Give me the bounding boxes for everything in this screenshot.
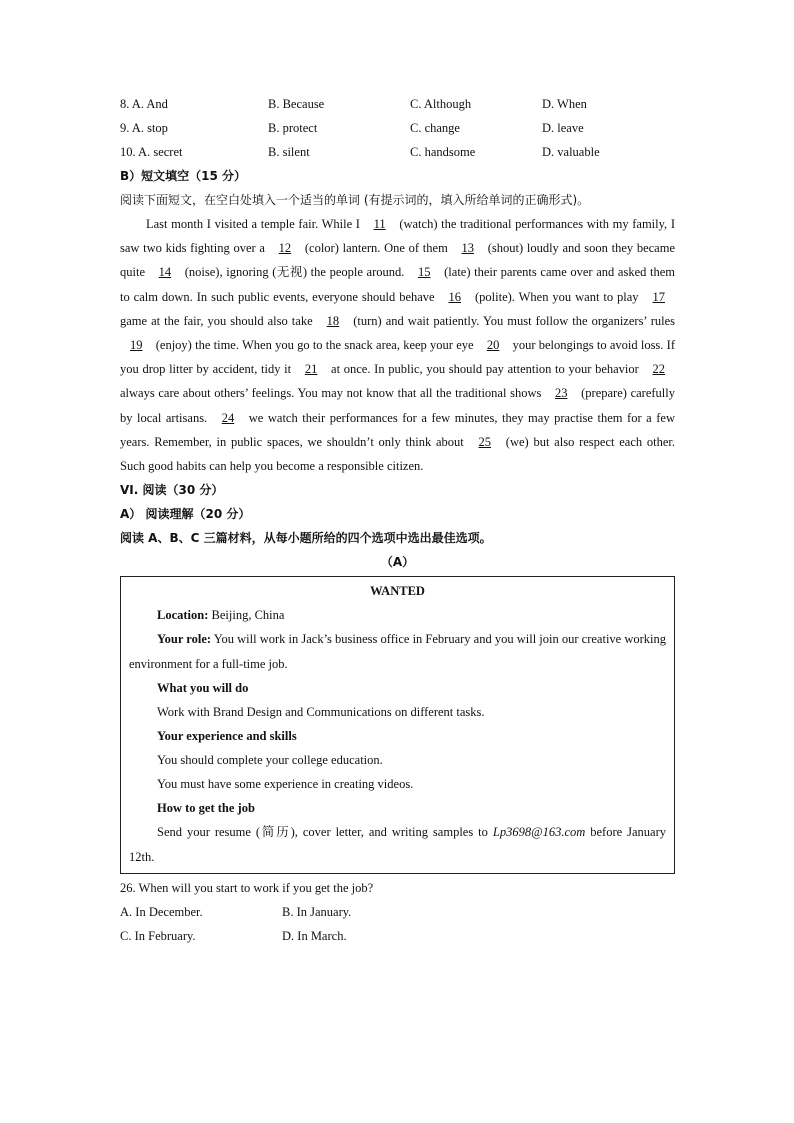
question-26-option-c: C. In February. <box>120 928 196 943</box>
question-26-options-row2 <box>120 924 675 948</box>
blank-12: 12 <box>278 241 292 256</box>
blank-14: 14 <box>158 265 172 280</box>
cloze-passage: Last month I visited a temple fair. While I 11 (watch) the traditional performances with my family, I saw two kids fighting over a 12 (color) lantern. One of them 13 (shout) loudly and soon they became quite 14 (noise), ignoring (无视) the people around. 15 (late) their parents came over and asked them to calm down. In such public events, everyone should behave 16 (polite). When you want to play 17 game at the fair, you should also take 18 (turn) and wait patiently. You must follow the organizers’ rules 19 (enjoy) the time. When you go to the snack area, keep your eye 20 your belongings to avoid loss. If you drop litter by accident, tidy it 21 at once. In public, you should pay attention to your behavior 22 always care about others’ feelings. You may not know that all the traditional shows 23 (prepare) carefully by local artisans. 24 we watch their performances for a few minutes, they may practise them for a few years. Remember, in public spaces, we shouldn’t only think about 25 (we) but also respect each other. Such good habits can help you become a responsible citizen. <box>120 217 676 474</box>
ad-how-value: Send your resume (简历), cover letter, and writing samples to Lp3698@163.com before January 12th. <box>129 825 667 864</box>
blank-25: 25 <box>478 434 492 449</box>
options-row-9 <box>120 116 675 140</box>
ad-exp-2: You must have some experience in creating videos. <box>157 777 414 792</box>
option-9a: 9. A. stop <box>120 120 168 135</box>
option-9b: B. protect <box>268 120 318 135</box>
option-9d: D. leave <box>542 120 584 135</box>
ad-do-label: What you will do <box>157 681 249 696</box>
ad-email: Lp3698@163.com <box>492 825 586 840</box>
section-vi-sub: A） 阅读理解（20 分） <box>120 507 251 522</box>
blank-20: 20 <box>486 338 500 353</box>
option-10d: D. valuable <box>542 144 600 159</box>
question-26-option-d: D. In March. <box>282 928 347 943</box>
blank-22: 22 <box>652 362 666 377</box>
ad-exp-1: You should complete your college education. <box>157 753 383 768</box>
option-8c: C. Although <box>410 96 472 111</box>
question-26-stem: 26. When will you start to work if you get the job? <box>120 881 374 896</box>
blank-23: 23 <box>554 386 568 401</box>
section-b-heading: B）短文填空（15 分） <box>120 169 247 183</box>
option-10b: B. silent <box>268 144 310 159</box>
question-26-option-a: A. In December. <box>120 904 203 919</box>
options-row-8 <box>120 92 675 116</box>
wanted-ad-box <box>120 576 675 874</box>
option-10a: 10. A. secret <box>120 144 183 159</box>
ad-do-value: Work with Brand Design and Communications on different tasks. <box>157 705 485 720</box>
ad-role: Your role: You will work in Jack’s business office in February and you will join our creative working environment for a full-time job. <box>129 632 667 671</box>
question-26-options-row1 <box>120 900 675 924</box>
option-9c: C. change <box>410 120 460 135</box>
option-8a: 8. A. And <box>120 96 168 111</box>
blank-24: 24 <box>221 410 235 425</box>
section-b-instruction: 阅读下面短文，在空白处填入一个适当的单词 (有提示词的，填入所给单词的正确形式)。 <box>120 193 590 207</box>
blank-15: 15 <box>418 265 431 280</box>
ad-how-label: How to get the job <box>157 801 255 816</box>
blank-19: 19 <box>130 338 143 353</box>
section-vi-instruction: 阅读 A、B、C 三篇材料，从每小题所给的四个选项中选出最佳选项。 <box>120 531 492 546</box>
section-vi-heading: VI. 阅读（30 分） <box>120 483 224 498</box>
blank-16: 16 <box>448 289 462 304</box>
ad-title: WANTED <box>370 584 425 599</box>
blank-13: 13 <box>461 241 475 256</box>
ad-exp-label: Your experience and skills <box>157 729 297 744</box>
blank-11: 11 <box>373 217 386 231</box>
option-8b: B. Because <box>268 96 325 111</box>
passage-a-label: （A） <box>380 555 415 570</box>
option-8d: D. When <box>542 96 587 111</box>
blank-17: 17 <box>652 289 665 304</box>
options-row-10 <box>120 140 675 164</box>
question-26-option-b: B. In January. <box>282 904 352 919</box>
ad-location: Location: Beijing, China <box>157 608 285 623</box>
blank-18: 18 <box>326 313 340 328</box>
exam-page <box>120 92 675 948</box>
option-10c: C. handsome <box>410 144 476 159</box>
blank-21: 21 <box>304 362 318 377</box>
